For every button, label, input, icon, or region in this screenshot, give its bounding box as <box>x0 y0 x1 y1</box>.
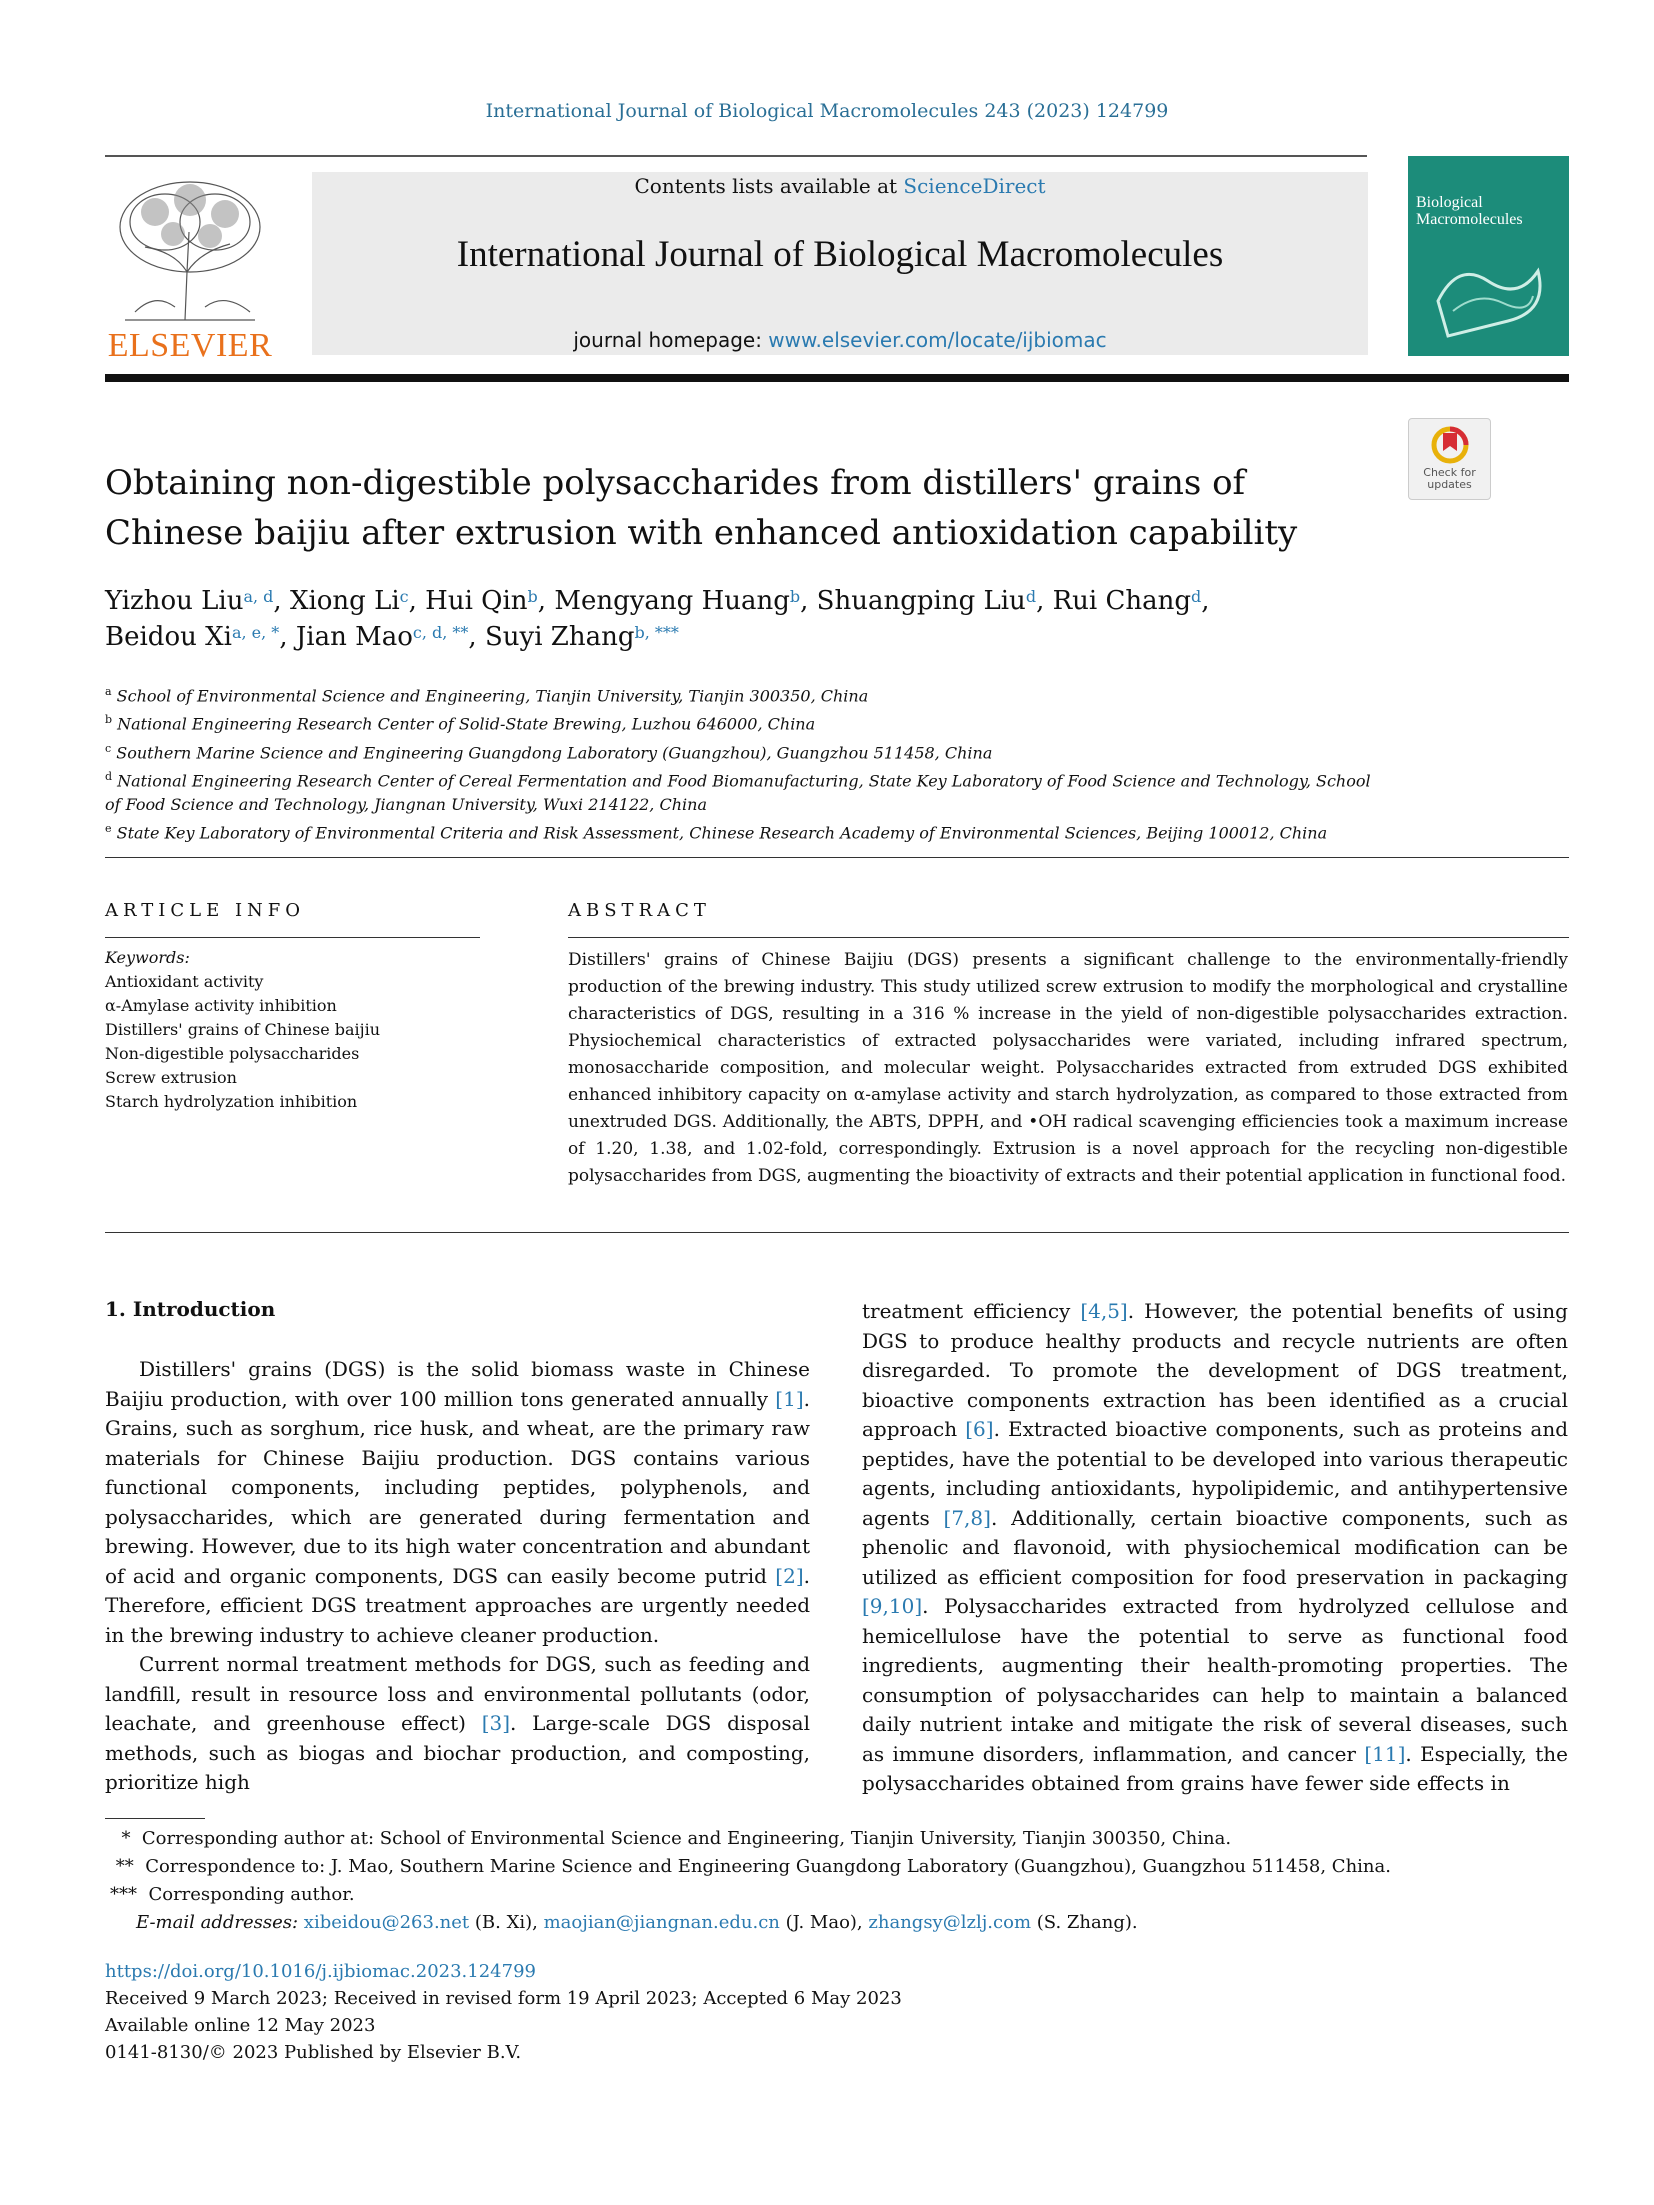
affiliation-key: a <box>105 685 112 698</box>
footnote-2 <box>110 1853 1410 1881</box>
footnote-1 <box>110 1825 1410 1853</box>
paragraph-text: Distillers' grains (DGS) is the solid biomass waste in Chinese Baijiu production, with over 100 million tons generated annually <box>105 1357 810 1411</box>
masthead-rule <box>105 374 1569 382</box>
contents-line <box>312 174 1368 198</box>
author-affiliation-marks[interactable]: a, e, * <box>231 623 280 642</box>
author-name: Beidou Xi <box>105 622 232 652</box>
author-name: Yizhou Liu <box>105 586 244 616</box>
intro-left-column <box>105 1355 810 1798</box>
cover-title-line2: Macromolecules <box>1416 211 1523 228</box>
paragraph-text: . Polysaccharides extracted from hydrolyzed cellulose and hemicellulose have the potential to serve as functional food ingredients, augmenting their health-promoting properties. The consumption of polysaccharides can help to maintain a balanced daily nutrient intake and mitigate the risk of several diseases, such as immune disorders, inflammation, and cancer <box>862 1594 1568 1766</box>
journal-title: International Journal of Biological Macromolecules <box>456 234 1224 275</box>
author-separator: , <box>468 622 485 652</box>
author-affiliation-marks[interactable]: c, d, ** <box>412 623 469 642</box>
affiliation-item <box>105 708 1375 736</box>
author-name: Rui Chang <box>1052 586 1192 616</box>
abstract-text: Distillers' grains of Chinese Baijiu (DGS) presents a significant challenge to the environmentally-friendly production of the brewing industry. This study utilized screw extrusion to modify the morphological and crystalline characteristics of DGS, resulting in a 316 % increase in the yield of non-digestible polysaccharides extraction. Physiochemical characteristics of extracted polysaccharides were variated, including infrared spectrum, monosaccharide composition, and molecular weight. Polysaccharides extracted from extruded DGS exhibited enhanced inhibitory capacity on α-amylase activity and starch hydrolyzation, as compared to those extracted from unextruded DGS. Additionally, the ABTS, DPPH, and •OH radical scavenging efficiencies took a maximum increase of 1.20, 1.38, and 1.02-fold, correspondingly. Extrusion is a novel approach for the recycling non-digestible polysaccharides from DGS, augmenting the bioactivity of extracts and their potential application in functional food. <box>568 950 1568 1186</box>
paragraph-text: . Extracted bioactive components, such as proteins and peptides, have the potential to be developed into various therapeutic agents, including antioxidants, hypolipidemic, and antihypertensive agents <box>862 1417 1569 1530</box>
author-separator: , <box>1201 586 1210 616</box>
author-affiliation-marks[interactable]: b <box>527 587 538 606</box>
abstract-bottom-rule <box>105 1232 1569 1233</box>
author-separator: , <box>537 586 555 616</box>
homepage-line <box>312 328 1368 352</box>
author-name: Hui Qin <box>425 586 528 616</box>
author-separator: , <box>279 622 296 652</box>
article-info-heading: ARTICLE INFO <box>105 900 306 921</box>
author-separator: , <box>273 586 290 616</box>
email-label: E-mail addresses: <box>136 1912 299 1933</box>
author-name: Shuangping Liu <box>816 586 1026 616</box>
footnote-1-text: Corresponding author at: School of Environmental Science and Engineering, Tianjin University, Tianjin 300350, China. <box>141 1828 1232 1849</box>
citation-link[interactable]: [3] <box>481 1711 511 1735</box>
intro-paragraph-3 <box>862 1297 1568 1799</box>
abstract-heading: ABSTRACT <box>568 900 711 921</box>
author-affiliation-marks[interactable]: a, d <box>243 587 274 606</box>
affiliation-key: c <box>105 741 112 755</box>
author-affiliation-marks[interactable]: d <box>1191 587 1202 606</box>
citation-link[interactable]: [7,8] <box>943 1505 991 1530</box>
affiliation-text: State Key Laboratory of Environmental Criteria and Risk Assessment, Chinese Research Academy of Environmental Sciences, Beijing 100012, China <box>111 823 1328 843</box>
affiliation-key: b <box>105 713 113 727</box>
author-name: Jian Mao <box>295 622 413 652</box>
footnote-1-mark: * <box>121 1828 131 1849</box>
email-line <box>110 1909 1410 1937</box>
affiliation-key: d <box>105 769 113 783</box>
affiliation-key: e <box>105 822 112 836</box>
keywords-rule <box>105 937 480 938</box>
crossmark-label-line1: Check for <box>1423 466 1476 479</box>
paragraph-text: . Therefore, efficient DGS treatment approaches are urgently needed in the brewing industry to achieve cleaner production. <box>105 1563 810 1647</box>
author-name: Xiong Li <box>289 586 400 616</box>
homepage-link[interactable]: www.elsevier.com/locate/ijbiomac <box>768 328 1107 352</box>
affiliation-list <box>105 680 1375 846</box>
author-affiliation-marks[interactable]: c <box>399 587 409 606</box>
citation-link[interactable]: [1] <box>775 1386 804 1411</box>
running-head[interactable]: International Journal of Biological Macromolecules 243 (2023) 124799 <box>485 100 1169 122</box>
intro-right-column <box>862 1297 1568 1799</box>
author-separator: , <box>1036 586 1053 616</box>
author-name: Suyi Zhang <box>484 622 635 652</box>
email-link-mao[interactable]: maojian@jiangnan.edu.cn <box>543 1912 780 1933</box>
copyright: 0141-8130/© 2023 Published by Elsevier B.V. <box>105 2042 522 2063</box>
paragraph-text: Current normal treatment methods for DGS, such as feeding and landfill, result in resource loss and environmental pollutants (odor, leachate, and greenhouse effect) <box>105 1652 810 1735</box>
intro-paragraph-1 <box>105 1355 810 1650</box>
paragraph-text: . Additionally, certain bioactive components, such as phenolic and flavonoid, with physiochemical modification can be utilized as efficient composition for food preservation in packaging <box>862 1505 1568 1589</box>
affiliation-item <box>105 737 1375 765</box>
journal-cover <box>1408 156 1569 356</box>
citation-link[interactable]: [2] <box>775 1563 804 1588</box>
author-affiliation-marks[interactable]: b <box>789 587 801 606</box>
footnote-3-mark: *** <box>110 1884 137 1905</box>
footnote-3-text: Corresponding author. <box>148 1884 355 1905</box>
author-separator: , <box>800 586 817 616</box>
paragraph-text: . Large-scale DGS disposal methods, such as biogas and biochar production, and composting, prioritize high <box>105 1711 811 1794</box>
citation-link[interactable]: [11] <box>1364 1741 1406 1766</box>
citation-link[interactable]: [9,10] <box>862 1594 923 1618</box>
email-link-xi[interactable]: xibeidou@263.net <box>303 1912 470 1933</box>
author-affiliation-marks[interactable]: d <box>1025 587 1037 606</box>
footnote-3 <box>110 1881 1410 1909</box>
header-rule <box>105 155 1367 157</box>
footnote-2-text: Correspondence to: J. Mao, Southern Marine Science and Engineering Guangdong Laboratory (Guangzhou), Guangzhou 511458, China. <box>145 1856 1391 1877</box>
keyword-item: Distillers' grains of Chinese baijiu <box>105 1020 381 1039</box>
email-who-mao: (J. Mao), <box>779 1912 869 1933</box>
publication-info <box>105 1958 1105 2066</box>
footnotes <box>110 1825 1410 1937</box>
keywords-heading: Keywords: <box>105 948 190 967</box>
cover-title <box>1416 194 1566 228</box>
email-who-xi: (B. Xi), <box>469 1912 544 1933</box>
author-name: Mengyang Huang <box>554 586 790 616</box>
paragraph-text: . Grains, such as sorghum, rice husk, and wheat, are the primary raw materials for Chinese Baijiu production. DGS contains various functional components, including peptides, polyphenols, and polysaccharides, which are generated during fermentation and brewing. However, due to its high water concentration and abundant of acid and organic components, DGS can easily become putrid <box>105 1386 810 1588</box>
affiliation-text: National Engineering Research Center of Solid-State Brewing, Luzhou 646000, China <box>112 714 816 734</box>
keywords-list <box>105 970 475 1114</box>
paragraph-text: . However, the potential benefits of using DGS to produce healthy products and recycle nutrients are often disregarded. To promote the development of DGS treatment, bioactive components extraction has been identified as a crucial approach <box>862 1299 1568 1441</box>
keyword-item: Starch hydrolyzation inhibition <box>105 1092 358 1111</box>
keywords-block <box>105 946 475 1114</box>
keyword-item: Screw extrusion <box>105 1068 237 1087</box>
homepage-prefix: journal homepage: <box>573 328 769 352</box>
affiliation-item <box>105 765 1375 817</box>
contents-prefix: Contents lists available at <box>634 174 904 198</box>
article-title: Obtaining non-digestible polysaccharides from distillers' grains of Chinese baijiu after extrusion with enhanced antioxidation capability <box>105 463 1298 553</box>
citation-link[interactable]: [4,5] <box>1080 1299 1128 1323</box>
email-link-zhang[interactable]: zhangsy@lzlj.com <box>868 1912 1032 1933</box>
author-separator: , <box>408 586 426 616</box>
keyword-item: Antioxidant activity <box>105 972 264 991</box>
check-for-updates-button[interactable] <box>1408 418 1491 500</box>
author-affiliation-marks[interactable]: b, *** <box>634 623 679 642</box>
affiliation-item <box>105 680 1375 708</box>
citation-link[interactable]: [6] <box>965 1417 994 1441</box>
crossmark-icon <box>1431 425 1469 465</box>
affiliation-text: School of Environmental Science and Engineering, Tianjin University, Tianjin 300350, China <box>111 686 869 706</box>
sciencedirect-link[interactable]: ScienceDirect <box>903 174 1046 198</box>
cover-title-line1: Biological <box>1416 194 1483 211</box>
doi-link[interactable]: https://doi.org/10.1016/j.ijbiomac.2023.124799 <box>105 1961 536 1982</box>
keyword-item: α-Amylase activity inhibition <box>105 996 337 1015</box>
elsevier-wordmark: ELSEVIER <box>107 327 273 364</box>
footnote-rule <box>105 1818 205 1819</box>
footnote-2-mark: ** <box>115 1856 134 1877</box>
affiliation-rule <box>105 857 1569 858</box>
paragraph-text: . Especially, the polysaccharides obtained from grains have fewer side effects in <box>862 1741 1568 1795</box>
email-who-zhang: (S. Zhang). <box>1031 1912 1138 1933</box>
paragraph-text: treatment efficiency <box>862 1299 1081 1323</box>
crossmark-label-line2: updates <box>1427 478 1472 491</box>
intro-paragraph-2 <box>105 1650 810 1798</box>
cover-illustration <box>1418 241 1558 351</box>
crossmark-label <box>1409 467 1490 491</box>
keyword-item: Non-digestible polysaccharides <box>105 1044 360 1063</box>
abstract-rule <box>568 937 1569 938</box>
affiliation-item <box>105 817 1375 845</box>
affiliation-text: Southern Marine Science and Engineering Guangdong Laboratory (Guangzhou), Guangzhou 511458, China <box>111 742 993 762</box>
author-list <box>105 583 1365 655</box>
available-online: Available online 12 May 2023 <box>105 2015 376 2036</box>
intro-heading: 1. Introduction <box>105 1297 276 1321</box>
affiliation-text: National Engineering Research Center of Cereal Fermentation and Food Biomanufacturing, State Key Laboratory of Food Science and Technology, School of Food Science and Technology, Jiangnan University, Wuxi 214122, China <box>105 771 1371 815</box>
received-dates: Received 9 March 2023; Received in revised form 19 April 2023; Accepted 6 May 2023 <box>105 1988 902 2009</box>
